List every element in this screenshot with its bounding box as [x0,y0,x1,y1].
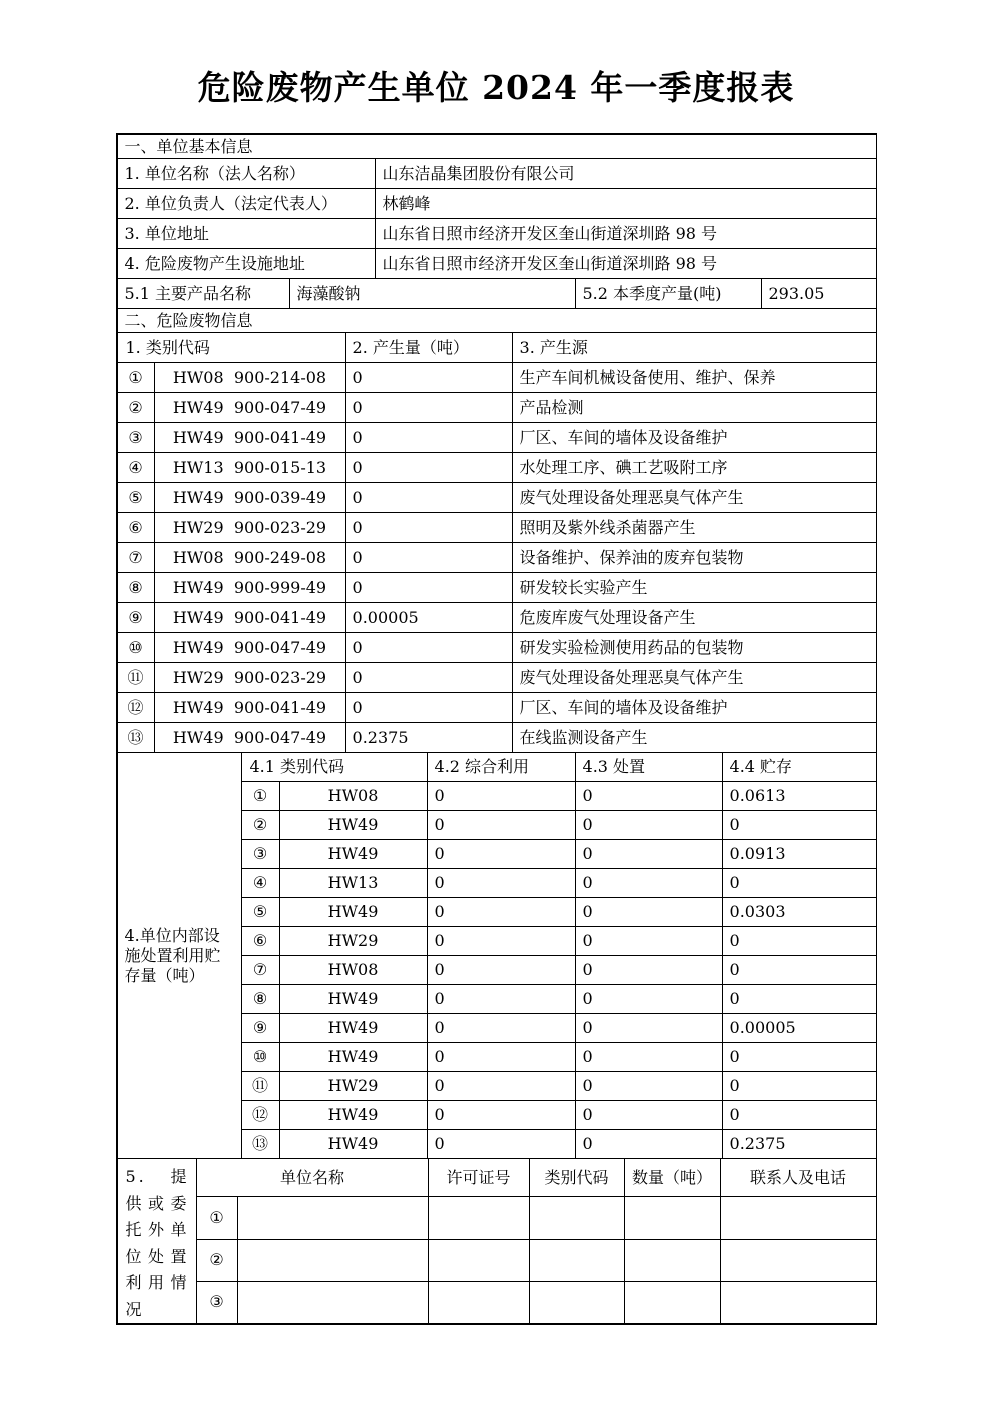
internal-recycle: 0 [427,1072,575,1101]
external-code [529,1239,624,1281]
row-index: ⑦ [117,543,154,573]
internal-storage: 0 [722,1101,876,1130]
table-row [117,249,876,279]
internal-recycle: 0 [427,840,575,869]
unit-head-label: 2. 单位负责人（法定代表人） [117,189,375,219]
row-index: ⑪ [117,663,154,693]
facility-address-label: 4. 危险废物产生设施地址 [117,249,375,279]
waste-amount: 0 [345,483,512,513]
internal-dispose: 0 [575,782,722,811]
waste-code: HW49 900-047-49 [154,723,345,753]
waste-source-header: 3. 产生源 [512,333,876,363]
waste-code: HW49 900-041-49 [154,423,345,453]
waste-amount: 0 [345,573,512,603]
waste-amount: 0 [345,423,512,453]
internal-recycle: 0 [427,869,575,898]
waste-code-header: 1. 类别代码 [117,333,345,363]
internal-storage: 0.0303 [722,898,876,927]
table-row [117,393,876,423]
row-index: ⑪ [241,1072,279,1101]
report-table [116,133,877,1325]
internal-code: HW49 [279,985,427,1014]
product-name-label: 5.1 主要产品名称 [117,279,289,309]
internal-code: HW08 [279,782,427,811]
waste-source: 废气处理设备处理恶臭气体产生 [512,663,876,693]
waste-list-table [117,332,877,753]
waste-amount-header: 2. 产生量（吨） [345,333,512,363]
waste-code: HW49 900-041-49 [154,603,345,633]
table-row [117,1239,876,1281]
row-index: ③ [196,1281,237,1323]
row-index: ⑩ [117,633,154,663]
external-contact-header: 联系人及电话 [720,1159,876,1197]
external-license-header: 许可证号 [428,1159,529,1197]
internal-code: HW29 [279,927,427,956]
internal-storage-header: 4.4 贮存 [722,753,876,782]
table-row [117,1281,876,1323]
internal-dispose: 0 [575,811,722,840]
product-name-value: 海藻酸钠 [289,279,575,309]
section1-heading-table [117,134,877,159]
waste-source: 水处理工序、碘工艺吸附工序 [512,453,876,483]
row-index: ⑧ [241,985,279,1014]
internal-dispose: 0 [575,956,722,985]
external-disposal-label: 5. 提供或委托外单位处置利用情况 [117,1159,196,1324]
internal-storage: 0 [722,1072,876,1101]
section1-info-table [117,158,877,279]
unit-name-value: 山东洁晶集团股份有限公司 [375,159,876,189]
report-title: 危险废物产生单位 2024 年一季度报表 [197,68,795,107]
table-row [117,633,876,663]
waste-source: 生产车间机械设备使用、维护、保养 [512,363,876,393]
table-row [117,363,876,393]
unit-head-value: 林鹤峰 [375,189,876,219]
facility-address-value: 山东省日照市经济开发区奎山街道深圳路 98 号 [375,249,876,279]
row-index: ⑤ [117,483,154,513]
row-index: ⑥ [241,927,279,956]
internal-recycle-header: 4.2 综合利用 [427,753,575,782]
internal-storage: 0 [722,985,876,1014]
waste-code: HW49 900-041-49 [154,693,345,723]
waste-code: HW49 900-999-49 [154,573,345,603]
external-qty [624,1197,720,1239]
table-row [117,723,876,753]
external-license [428,1281,529,1323]
waste-source: 废气处理设备处理恶臭气体产生 [512,483,876,513]
internal-dispose: 0 [575,840,722,869]
table-row [117,219,876,249]
internal-storage: 0.0613 [722,782,876,811]
external-name [237,1197,428,1239]
waste-source: 在线监测设备产生 [512,723,876,753]
table-row [117,1197,876,1239]
internal-code: HW49 [279,1014,427,1043]
waste-amount: 0 [345,453,512,483]
internal-storage: 0.2375 [722,1130,876,1159]
table-row [117,159,876,189]
internal-code: HW08 [279,956,427,985]
quarter-output-label: 5.2 本季度产量(吨) [575,279,761,309]
external-qty [624,1281,720,1323]
table-row [117,453,876,483]
external-name-header: 单位名称 [196,1159,428,1197]
row-index: ⑨ [117,603,154,633]
internal-recycle: 0 [427,1043,575,1072]
waste-source: 危废库废气处理设备产生 [512,603,876,633]
waste-source: 照明及紫外线杀菌器产生 [512,513,876,543]
external-license [428,1239,529,1281]
internal-recycle: 0 [427,1130,575,1159]
row-index: ⑧ [117,573,154,603]
internal-dispose-header: 4.3 处置 [575,753,722,782]
internal-code: HW49 [279,811,427,840]
row-index: ④ [241,869,279,898]
internal-recycle: 0 [427,1101,575,1130]
internal-dispose: 0 [575,927,722,956]
external-contact [720,1239,876,1281]
external-qty-header: 数量（吨） [624,1159,720,1197]
internal-storage: 0 [722,811,876,840]
table-row [117,573,876,603]
section2-heading-table [117,308,877,333]
internal-recycle: 0 [427,1014,575,1043]
waste-amount: 0 [345,693,512,723]
row-index: ⑫ [117,693,154,723]
waste-amount: 0 [345,393,512,423]
internal-dispose: 0 [575,898,722,927]
internal-storage: 0 [722,927,876,956]
external-contact [720,1281,876,1323]
table-row [117,423,876,453]
external-disposal-table [117,1158,877,1324]
external-qty [624,1239,720,1281]
waste-code: HW49 900-047-49 [154,633,345,663]
internal-dispose: 0 [575,985,722,1014]
external-header-row [117,1159,876,1197]
internal-storage: 0.00005 [722,1014,876,1043]
waste-amount: 0 [345,663,512,693]
waste-source: 厂区、车间的墙体及设备维护 [512,693,876,723]
unit-address-value: 山东省日照市经济开发区奎山街道深圳路 98 号 [375,219,876,249]
row-index: ⑩ [241,1043,279,1072]
internal-storage: 0.0913 [722,840,876,869]
row-index: ⑤ [241,898,279,927]
waste-amount: 0 [345,513,512,543]
internal-dispose: 0 [575,869,722,898]
unit-name-label: 1. 单位名称（法人名称） [117,159,375,189]
internal-code-header: 4.1 类别代码 [241,753,427,782]
table-row [117,279,876,309]
internal-recycle: 0 [427,898,575,927]
row-index: ② [241,811,279,840]
quarter-output-value: 293.05 [761,279,876,309]
internal-disposal-label: 4.单位内部设施处置利用贮存量（吨） [117,753,241,1159]
internal-code: HW29 [279,1072,427,1101]
row-index: ⑨ [241,1014,279,1043]
unit-address-label: 3. 单位地址 [117,219,375,249]
row-index: ⑦ [241,956,279,985]
external-name [237,1281,428,1323]
waste-amount: 0 [345,633,512,663]
internal-recycle: 0 [427,811,575,840]
waste-code: HW08 900-214-08 [154,363,345,393]
waste-amount: 0.00005 [345,603,512,633]
waste-amount: 0 [345,543,512,573]
row-index: ⑬ [241,1130,279,1159]
internal-disposal-table [117,752,877,1159]
waste-amount: 0.2375 [345,723,512,753]
external-code-header: 类别代码 [529,1159,624,1197]
waste-source: 产品检测 [512,393,876,423]
internal-code: HW49 [279,898,427,927]
waste-source: 研发较长实验产生 [512,573,876,603]
internal-code: HW49 [279,1101,427,1130]
waste-code: HW29 900-023-29 [154,513,345,543]
row-index: ① [117,363,154,393]
internal-code: HW13 [279,869,427,898]
internal-dispose: 0 [575,1072,722,1101]
external-code [529,1281,624,1323]
table-row [117,483,876,513]
waste-code: HW13 900-015-13 [154,453,345,483]
waste-code: HW49 900-039-49 [154,483,345,513]
row-index: ⑬ [117,723,154,753]
row-index: ① [241,782,279,811]
internal-recycle: 0 [427,927,575,956]
internal-dispose: 0 [575,1043,722,1072]
table-row [117,543,876,573]
internal-recycle: 0 [427,956,575,985]
product-row-table [117,278,877,309]
table-row [117,603,876,633]
external-license [428,1197,529,1239]
internal-header-row [117,753,876,782]
table-row [117,693,876,723]
internal-recycle: 0 [427,782,575,811]
section2-heading: 二、危险废物信息 [117,309,876,333]
row-index: ③ [241,840,279,869]
row-index: ④ [117,453,154,483]
waste-source: 厂区、车间的墙体及设备维护 [512,423,876,453]
internal-dispose: 0 [575,1130,722,1159]
waste-code: HW29 900-023-29 [154,663,345,693]
internal-dispose: 0 [575,1014,722,1043]
row-index: ③ [117,423,154,453]
internal-storage: 0 [722,956,876,985]
table-row [117,189,876,219]
external-name [237,1239,428,1281]
internal-storage: 0 [722,869,876,898]
table-row [117,663,876,693]
waste-header-row [117,333,876,363]
external-contact [720,1197,876,1239]
internal-recycle: 0 [427,985,575,1014]
row-index: ⑫ [241,1101,279,1130]
waste-amount: 0 [345,363,512,393]
row-index: ⑥ [117,513,154,543]
internal-code: HW49 [279,840,427,869]
row-index: ② [117,393,154,423]
waste-source: 设备维护、保养油的废弃包装物 [512,543,876,573]
section1-heading: 一、单位基本信息 [117,135,876,159]
table-row [117,513,876,543]
internal-dispose: 0 [575,1101,722,1130]
internal-code: HW49 [279,1130,427,1159]
waste-source: 研发实验检测使用药品的包装物 [512,633,876,663]
internal-code: HW49 [279,1043,427,1072]
internal-storage: 0 [722,1043,876,1072]
row-index: ② [196,1239,237,1281]
external-code [529,1197,624,1239]
waste-code: HW49 900-047-49 [154,393,345,423]
waste-code: HW08 900-249-08 [154,543,345,573]
row-index: ① [196,1197,237,1239]
